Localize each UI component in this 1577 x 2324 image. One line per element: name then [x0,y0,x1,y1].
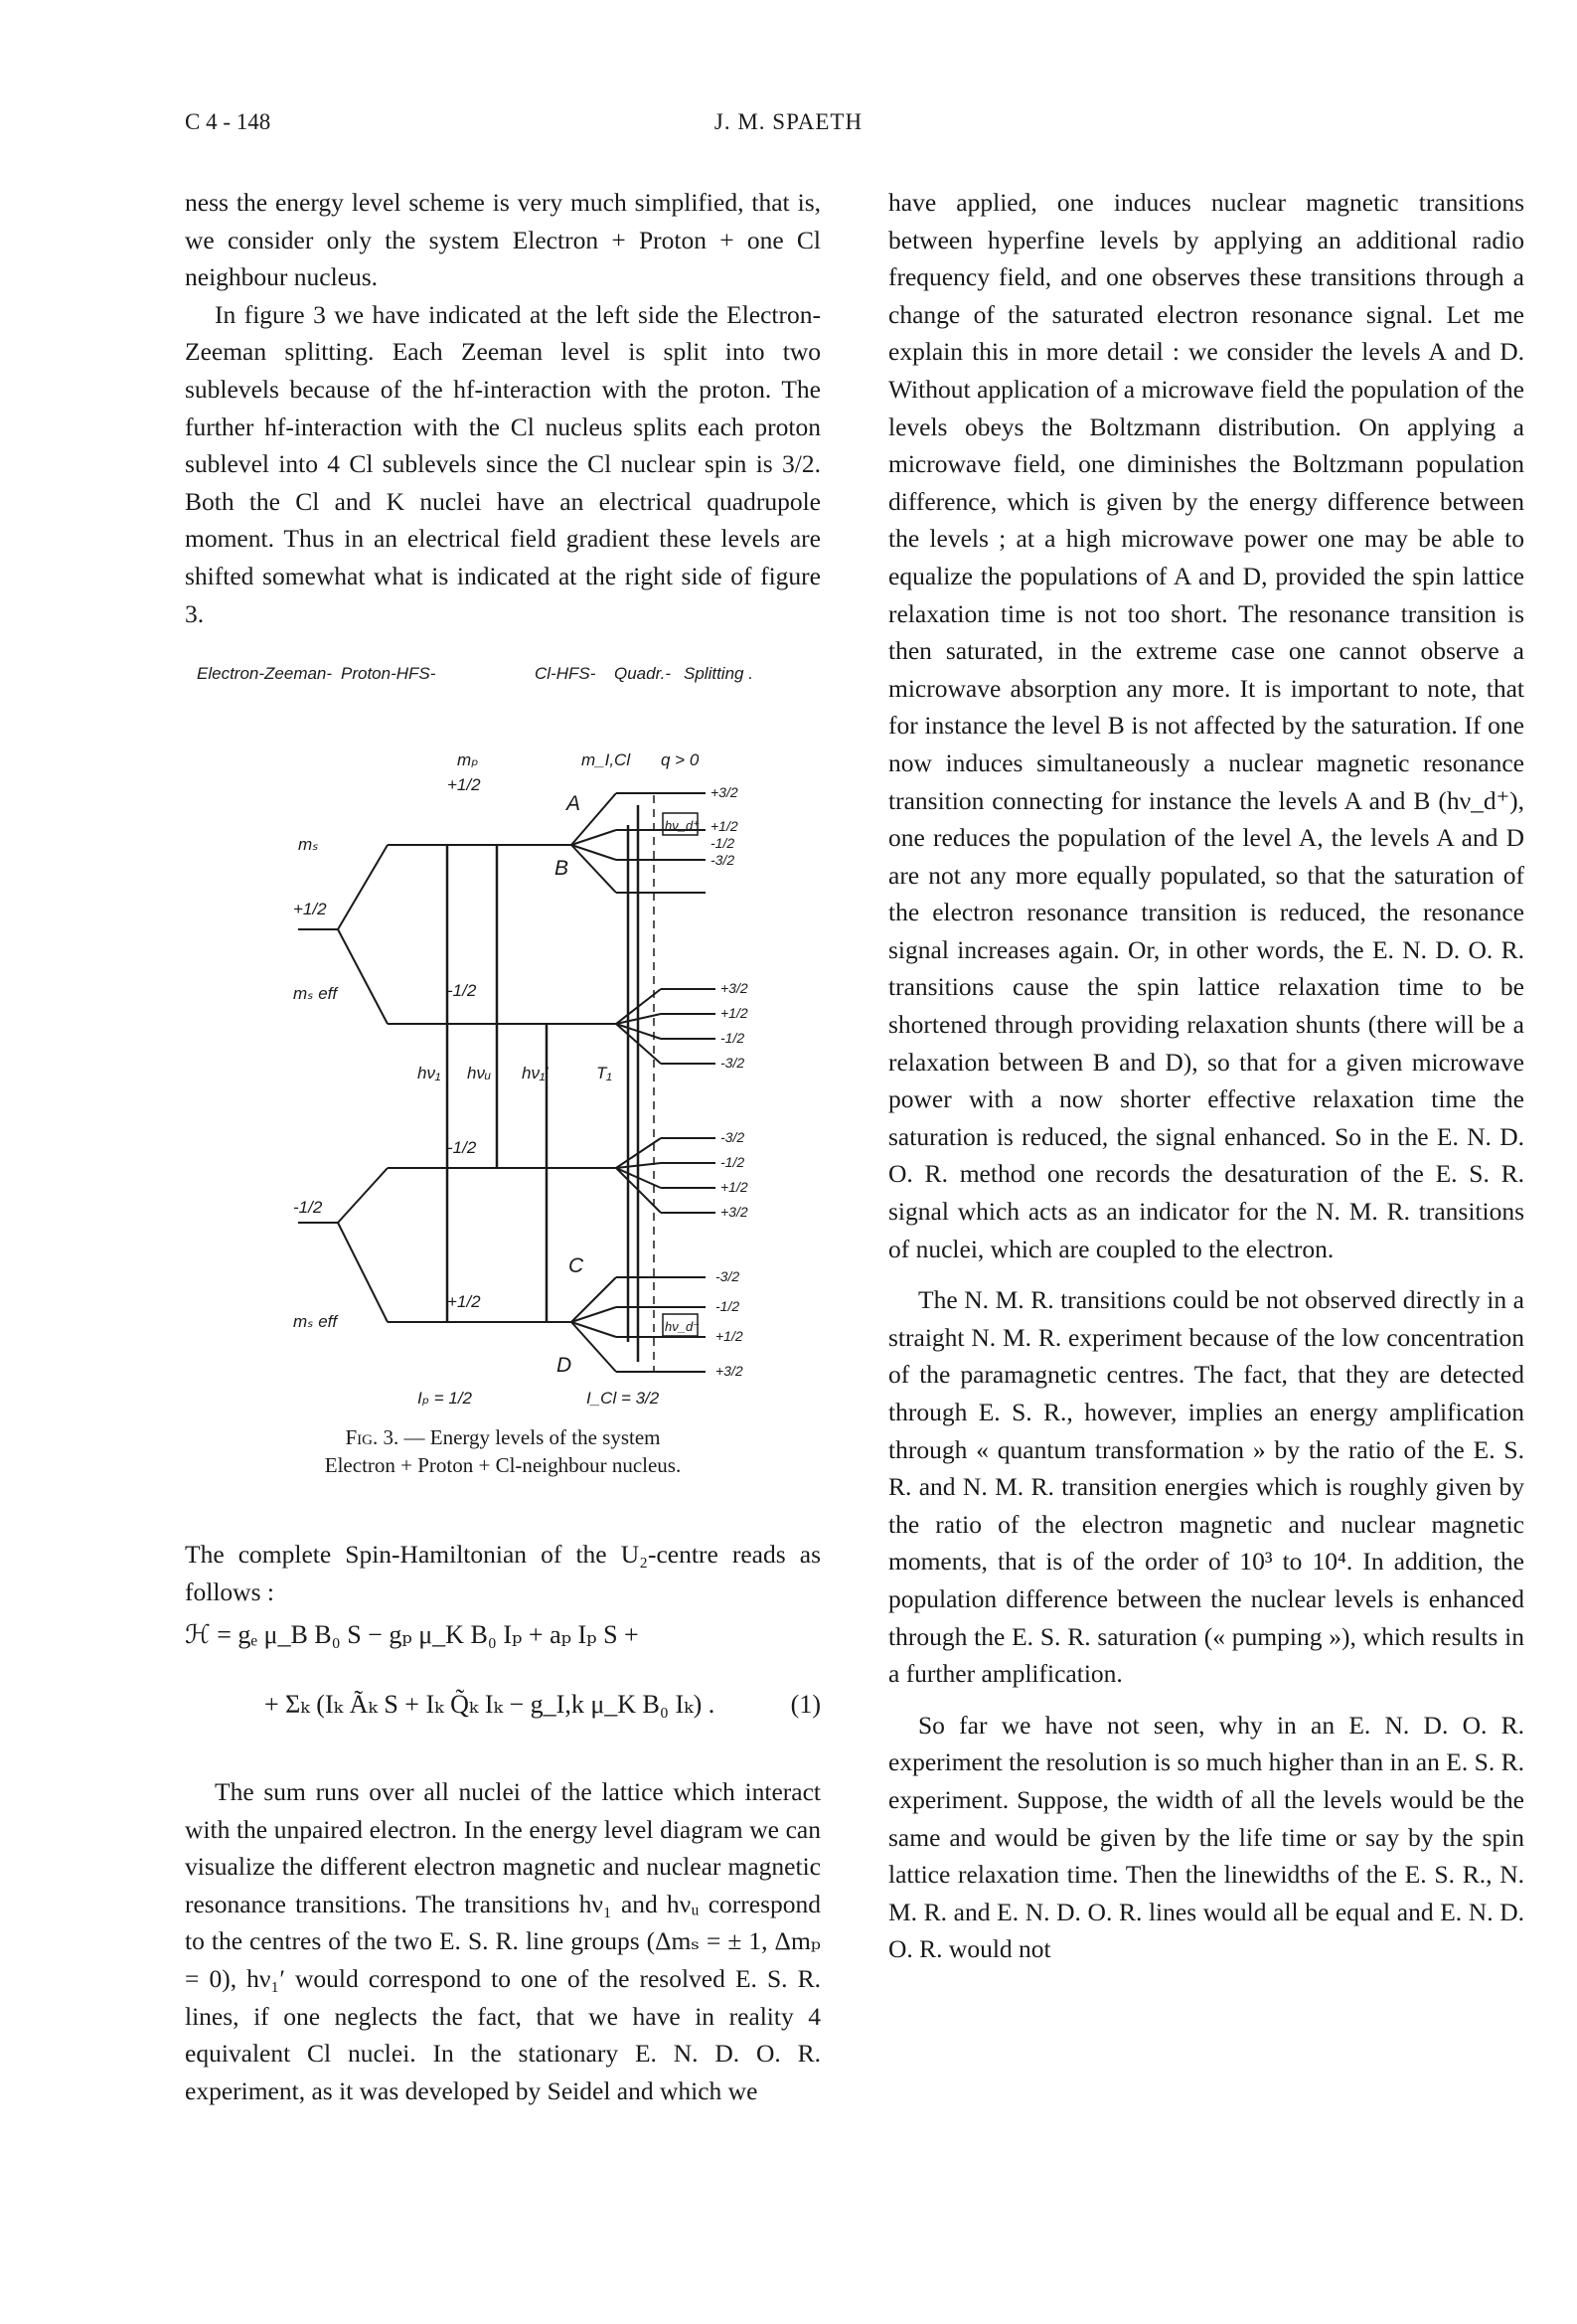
running-header-author: J. M. SPAETH [713,109,864,134]
g4-level-2: +1/2 [715,1328,743,1344]
label-hv1-prime: hν₁′ [522,1064,549,1082]
label-p-plus-half-2: +1/2 [447,1292,481,1311]
caption-text: — Energy levels of the system [403,1425,661,1449]
paragraph-left-4: The sum runs over all nuclei of the lattice which interact with the unpaired electron. In the energy level diagram we can visualize the different electron magnetic and nuclear magnetic resonance transitions. The transitions hν₁ and hνᵤ correspond to the centres of the two E. S. R. line groups (Δmₛ = ± 1, Δmₚ = 0), hν₁′ would correspond to one of the resolved E. S. R. lines, if one neglects the fact, that we have in reality 4 equivalent Cl nuclei. In the stationary E. N. D. O. R. experiment, as it was developed by Seidel and which we [185,1777,821,2105]
label-C: C [568,1254,584,1277]
g1-level-2: -1/2 [710,835,735,851]
equation-line-2: + Σₖ (Iₖ Ãₖ S + Iₖ Q̃ₖ Iₖ − g_I,k μ_K B₀ Iₖ) . [264,1690,715,1719]
label-A: A [566,792,581,815]
page-number: C 4 - 148 [185,109,271,134]
paragraph-left-2: In figure 3 we have indicated at the left side the Electron-Zeeman splitting. Each Zeeman level is split into two sublevels because of the hf-interaction with the proton. The further hf-interaction with the Cl nucleus splits each proton sublevel into 4 Cl sublevels since the Cl nuclear spin is 3/2. Both the Cl and K nuclei have an electrical quadrupole moment. Thus in an electrical field gradient these levels are shifted somewhat what is indicated at the right side of figure 3. [185,299,821,628]
left-column-lower [185,1536,821,1610]
right-column [888,184,1524,1968]
caption-label: Fig. 3. [345,1425,399,1449]
g2-level-2: -1/2 [720,1030,745,1046]
title-cl-hfs: Cl-HFS- [535,664,596,683]
equation-line-1: ℋ = gₑ μ_B B₀ S − gₚ μ_K B₀ Iₚ + aₚ Iₚ S + [185,1620,639,1649]
label-p-plus-half: +1/2 [447,775,481,794]
paragraph-right-1: have applied, one induces nuclear magnetic transitions between hyperfine levels by applying an additional radio frequency field, and one observes these transitions through a change of the saturated electron resonance signal. Let me explain this in more detail : we consider the levels A and D. Without application of a microwave field the population of the levels obeys the Boltzmann distribution. On applying a microwave field, one diminishes the Boltzmann population difference, which is given by the energy difference between the levels ; at a high microwave power one may be able to equalize the populations of A and D, provided the spin lattice relaxation time is not too short. The resonance transition is then saturated, in the extreme case one cannot observe a microwave absorption any more. It is important to note, that for instance the level B is not affected by the saturation. If one now induces simultaneously a nuclear magnetic resonance transition connecting for instance the levels A and B (hν_d⁺), one reduces the population of the level A, the levels A and D are not any more equally populated, so that the saturation of the electron resonance transition is reduced, the resonance signal increases again. Or, in other words, the E. N. D. O. R. transitions cause the spin lattice relaxation time to be shortened through providing relaxation shunts (there will be a relaxation between B and D), so that for a given microwave power with a now shorter effective relaxation time the saturation is reduced, the signal enhanced. So in the E. N. D. O. R. method one records the desaturation of the E. S. R. signal which acts as an indicator for the N. M. R. transitions of nuclei, which are coupled to the electron. [888,188,1524,1263]
label-p-minus-half-2: -1/2 [447,1138,477,1157]
g1-level-3: -3/2 [710,852,735,868]
label-q: q > 0 [661,750,700,769]
left-column-bottom [185,1773,821,2109]
paragraph-left-3: The complete Spin-Hamiltonian of the U₂-centre reads as follows : [185,1540,821,1606]
g1-level-1: +1/2 [710,818,738,834]
label-mp: mₚ [457,750,479,769]
g3-level-0: -3/2 [720,1129,745,1145]
label-mICl: m_I,Cl [581,750,631,769]
label-minus-half: -1/2 [293,1198,323,1217]
caption-line-2: Electron + Proton + Cl-neighbour nucleus. [324,1453,682,1477]
g2-level-3: -3/2 [720,1055,745,1071]
label-Ip: Iₚ = 1/2 [417,1389,473,1408]
g3-level-1: -1/2 [720,1154,745,1170]
g2-level-0: +3/2 [720,980,748,996]
label-hvu: hνᵤ [467,1064,491,1082]
label-hv1: hν₁ [417,1064,441,1082]
label-hvd-plus: hν_d⁺ [665,818,701,833]
equation-number: (1) [790,1690,821,1719]
g1-level-0: +3/2 [710,784,738,800]
label-T1: T₁ [596,1064,612,1082]
title-electron-zeeman: Electron-Zeeman- [197,664,333,683]
g3-level-3: +3/2 [720,1204,748,1220]
paragraph-left-1: ness the energy level scheme is very much simplified, that is, we consider only the system Electron + Proton + one Cl neighbour nucleus. [185,188,821,292]
label-hvd-minus: hν_d⁻ [665,1319,701,1334]
title-splitting: Splitting . [684,664,753,683]
label-B: B [554,857,569,880]
paragraph-right-3: So far we have not seen, why in an E. N. D. O. R. experiment the resolution is so much higher than in an E. S. R. experiment. Suppose, the width of all the levels would be the same and would be given by the life time or say by the spin lattice relaxation time. Then the linewidths of the E. S. R., N. M. R. and E. N. D. O. R. lines would all be equal and E. N. D. O. R. would not [888,1710,1524,1964]
g4-level-0: -3/2 [715,1268,740,1284]
left-column [185,184,821,632]
title-quadr: Quadr.- [614,664,672,683]
label-ms: mₛ [298,835,319,854]
label-ICl: I_Cl = 3/2 [586,1389,660,1408]
g3-level-2: +1/2 [720,1179,748,1195]
title-proton-hfs: Proton-HFS- [341,664,436,683]
label-D: D [556,1354,572,1377]
g4-level-3: +3/2 [715,1363,743,1379]
figure-caption [185,1423,821,1479]
label-plus-half: +1/2 [293,900,327,918]
g4-level-1: -1/2 [715,1298,740,1314]
paragraph-right-2: The N. M. R. transitions could be not observed directly in a straight N. M. R. experiment because of the low concentration of the paramagnetic centres. The fact, that they are detected through E. S. R., however, implies an energy amplification through « quantum transformation » by the ratio of the E. S. R. and N. M. R. transition energies which is roughly given by the ratio of the electron magnetic and nuclear magnetic moments, that is of the order of 10³ to 10⁴. In addition, the population difference between the nuclear levels is enhanced through the E. S. R. saturation (« pumping »), which results in a further amplification. [888,1285,1524,1689]
energy-level-diagram [288,736,765,1411]
label-ms-eff-1: mₛ eff [293,984,338,1003]
label-ms-eff-2: mₛ eff [293,1312,338,1331]
g2-level-1: +1/2 [720,1005,748,1021]
label-p-minus-half-1: -1/2 [447,981,477,1000]
